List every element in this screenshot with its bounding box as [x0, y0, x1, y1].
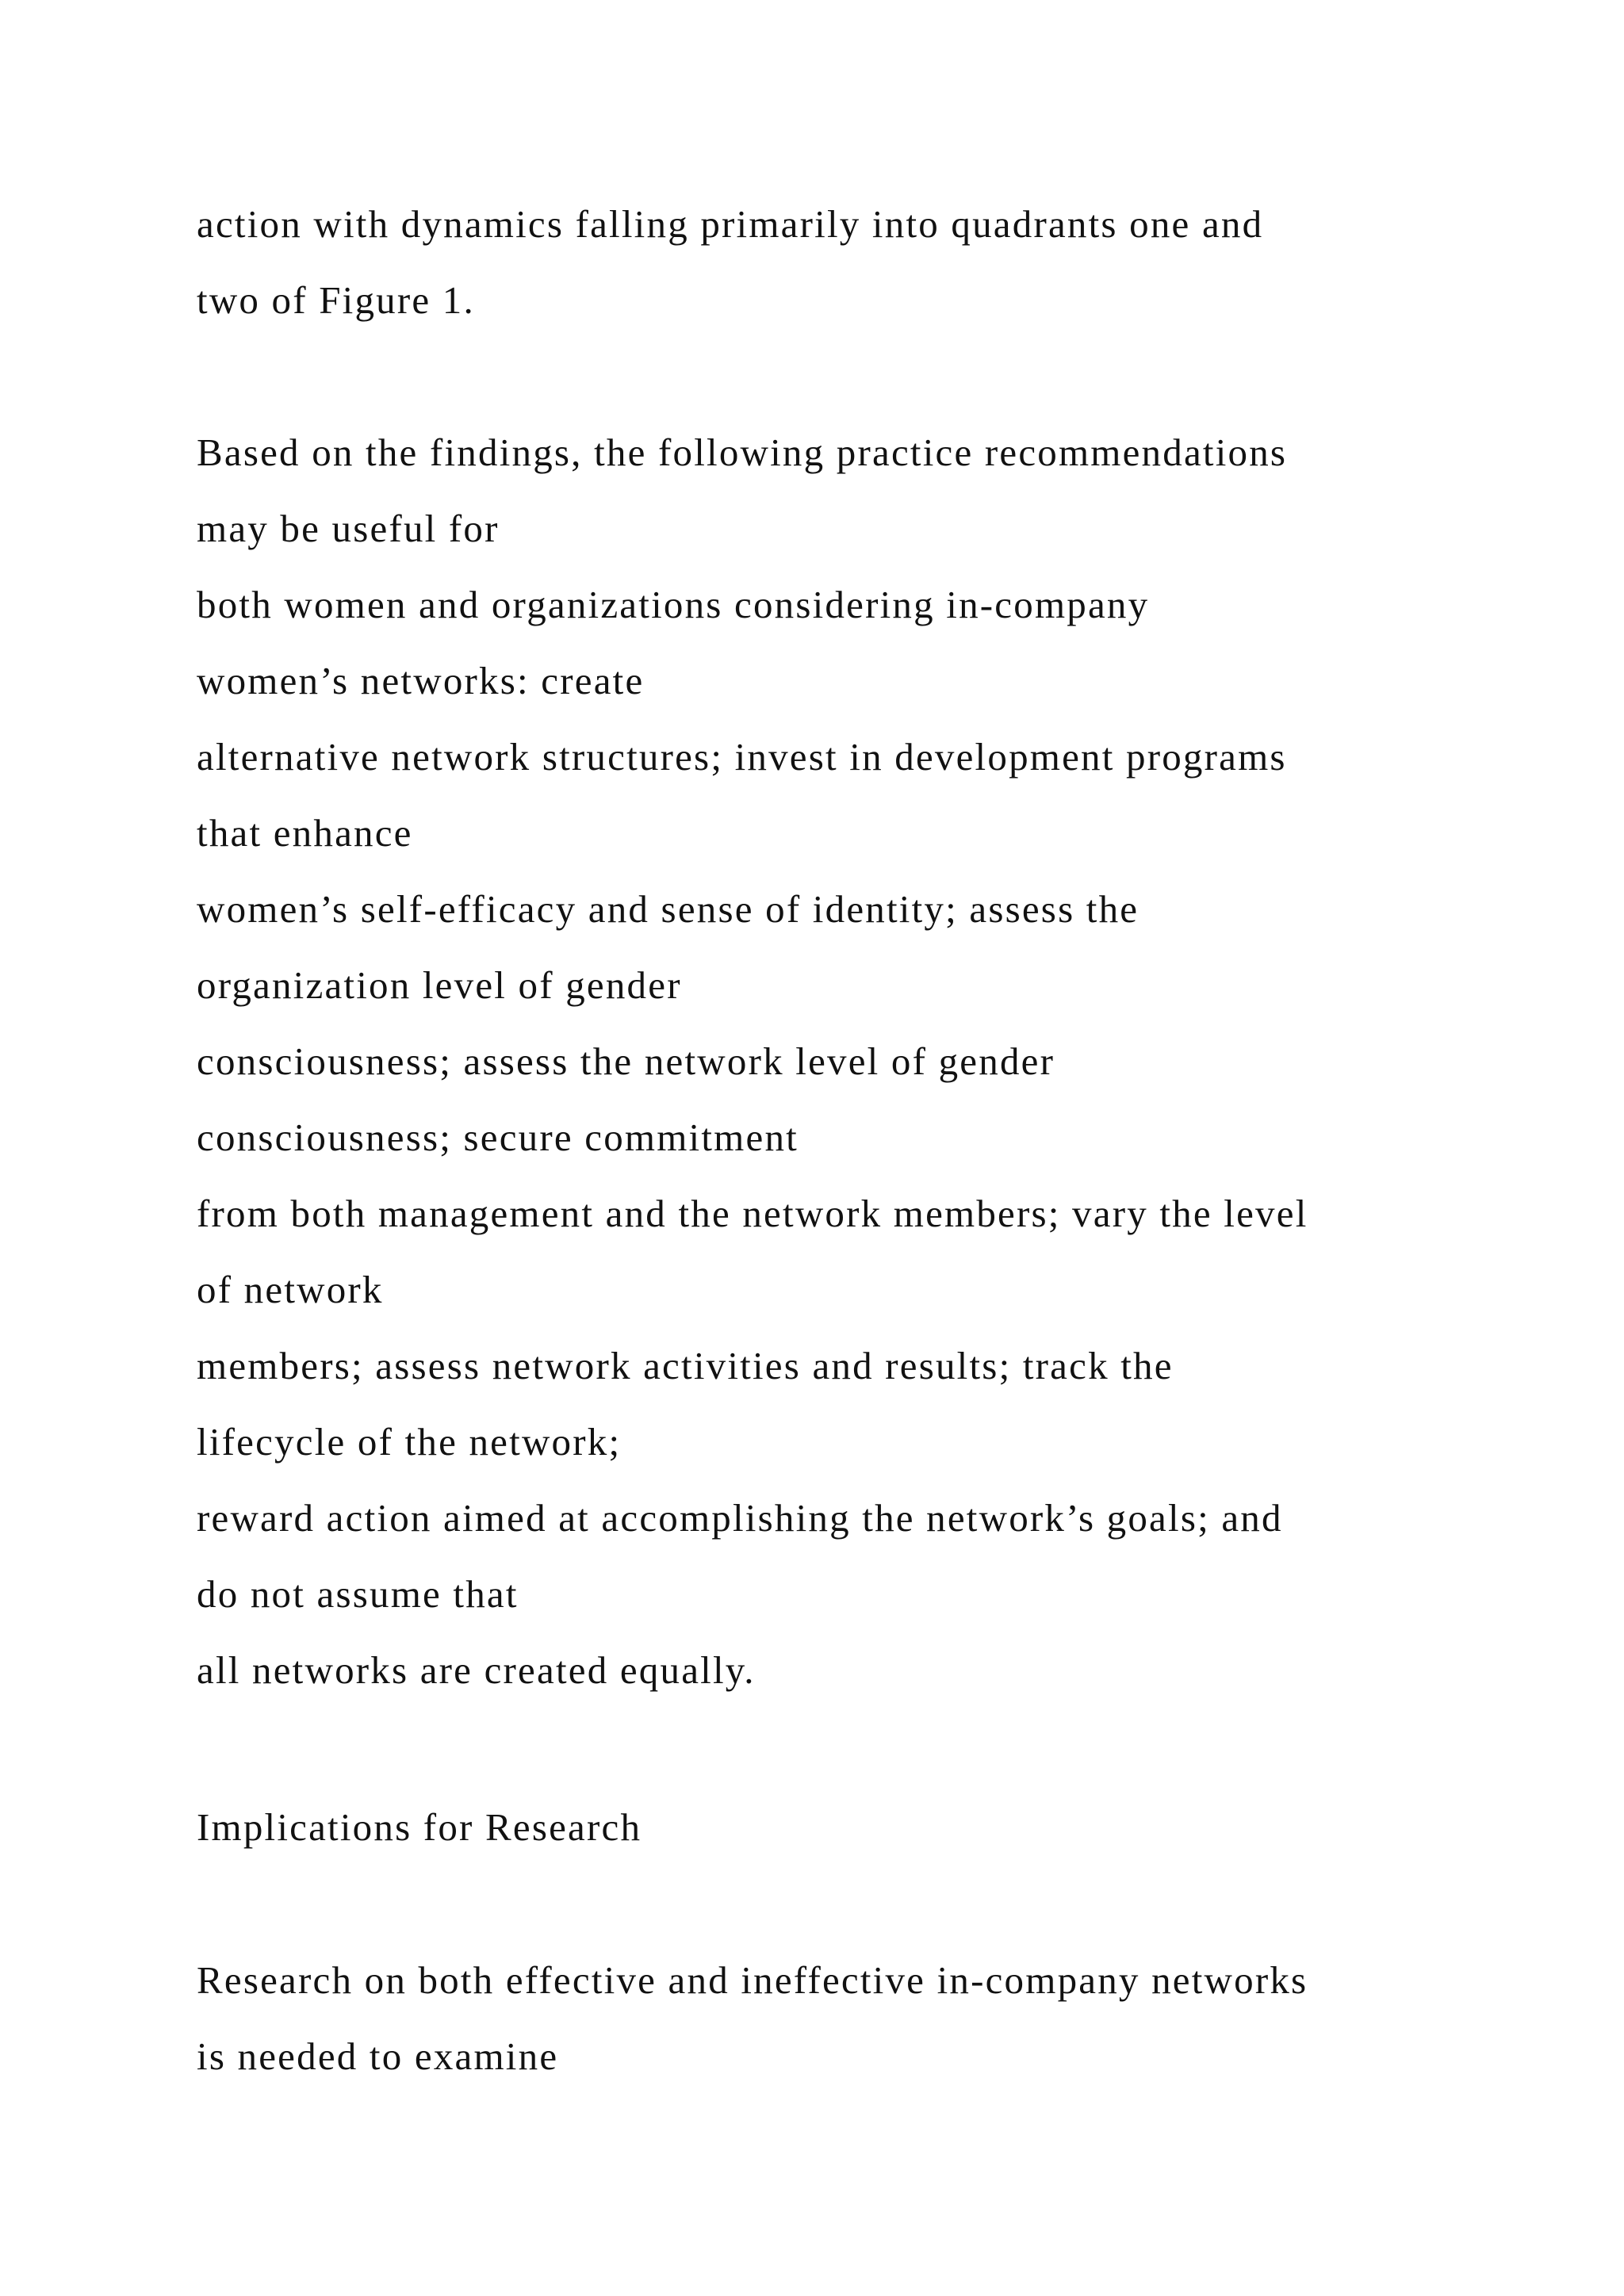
- text-line: all networks are created equally.: [197, 1648, 756, 1692]
- text-line: Research on both effective and ineffective in-company networks: [197, 1958, 1308, 2002]
- paragraph-recommendations: [197, 415, 1545, 1709]
- text-line: action with dynamics falling primarily into quadrants one and: [197, 202, 1264, 246]
- text-line: lifecycle of the network;: [197, 1420, 622, 1464]
- text-line: of network: [197, 1268, 384, 1311]
- heading-text: Implications for Research: [197, 1805, 642, 1849]
- text-line: two of Figure 1.: [197, 278, 475, 322]
- text-line: Based on the findings, the following practice recommendations: [197, 430, 1288, 474]
- text-line: alternative network structures; invest in development programs: [197, 735, 1287, 779]
- text-line: consciousness; assess the network level of gender: [197, 1039, 1055, 1083]
- section-heading: [197, 1789, 1545, 1866]
- paragraph-research: [197, 1942, 1545, 2095]
- text-line: both women and organizations considering in-company: [197, 583, 1150, 626]
- text-line: from both management and the network members; vary the level: [197, 1192, 1308, 1235]
- text-line: do not assume that: [197, 1572, 519, 1616]
- text-line: women’s networks: create: [197, 659, 645, 702]
- text-line: organization level of gender: [197, 963, 682, 1007]
- text-line: consciousness; secure commitment: [197, 1115, 799, 1159]
- text-line: is needed to examine: [197, 2034, 559, 2078]
- text-line: women’s self-efficacy and sense of identity; assess the: [197, 887, 1139, 931]
- text-line: that enhance: [197, 811, 413, 855]
- paragraph-continuation: [197, 186, 1545, 339]
- text-line: members; assess network activities and results; track the: [197, 1344, 1174, 1387]
- text-line: reward action aimed at accomplishing the network’s goals; and: [197, 1496, 1283, 1540]
- text-line: may be useful for: [197, 507, 500, 550]
